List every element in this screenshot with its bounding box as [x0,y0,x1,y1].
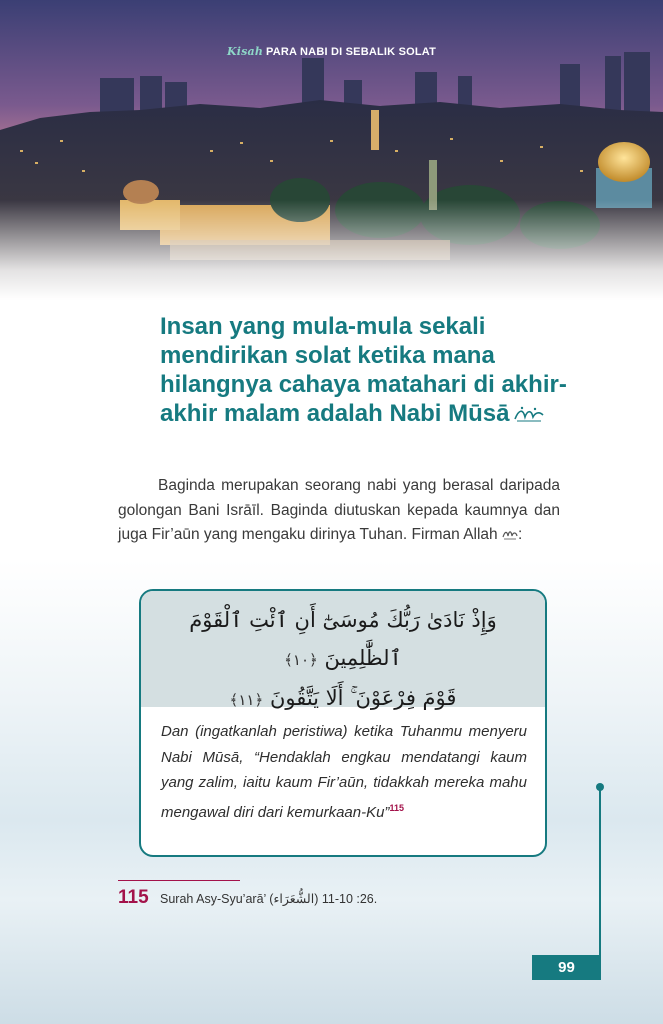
footnote-number: 115 [118,887,149,908]
arabic-line-2-text: قَوْمَ فِرْعَوْنَ ۚ أَلَا يَتَّقُونَ [269,686,457,710]
ayah-number-10: ﴿١٠﴾ [284,651,318,669]
translation-text: Dan (ingatkanlah peristiwa) ketika Tuhanmu menyeru Nabi Mūsā, “Hendaklah engkau mendatangi kaum yang zalim, iaitu kaum Fir’aūn, tidakkah mereka mahu mengawal diri dari kemurkaan-Ku” [161,723,527,821]
series-prefix: Kisah [226,45,264,58]
ayah-number-11: ﴿١١﴾ [229,691,264,709]
footnote-text: Surah Asy-Syu’arā’ (الشُّعَرَاء) 26: 10-11. [160,892,378,906]
subhanahu-wa-taala-calligraphy-icon [502,527,518,541]
photo-fade [0,200,663,300]
arabic-line-1 [155,601,531,679]
chapter-heading [160,312,580,428]
side-decoration-line [599,787,601,957]
series-title-text: PARA NABI DI SEBALIK SOLAT [266,46,437,58]
series-title [0,45,663,58]
footnote-reference[interactable]: 115 [389,802,404,813]
body-text-end: : [518,526,523,543]
verse-translation [141,707,545,825]
alaihissalam-calligraphy-icon [513,405,545,423]
page-number: 99 [532,955,601,980]
arabic-verse [141,591,545,710]
verse-box [139,589,547,857]
body-text: Baginda merupakan seorang nabi yang berasal daripada golongan Bani Isrāīl. Baginda diutuskan kepada kaumnya dan juga Fir’aūn yang mengaku dirinya Tuhan. Firman Allah [118,477,560,543]
footnote-divider [118,880,240,881]
arabic-line-1-text: وَإِذْ نَادَىٰ رَبُّكَ مُوسَىٰٓ أَنِ ٱئْتِ ٱلْقَوْمَ ٱلظَّٰلِمِينَ [189,608,497,670]
chapter-heading-text: Insan yang mula-mula sekali mendirikan solat ketika mana hilangnya cahaya matahari di akhir-akhir malam adalah Nabi Mūsā [160,313,567,427]
header-photo [0,0,663,300]
body-paragraph [118,474,560,548]
